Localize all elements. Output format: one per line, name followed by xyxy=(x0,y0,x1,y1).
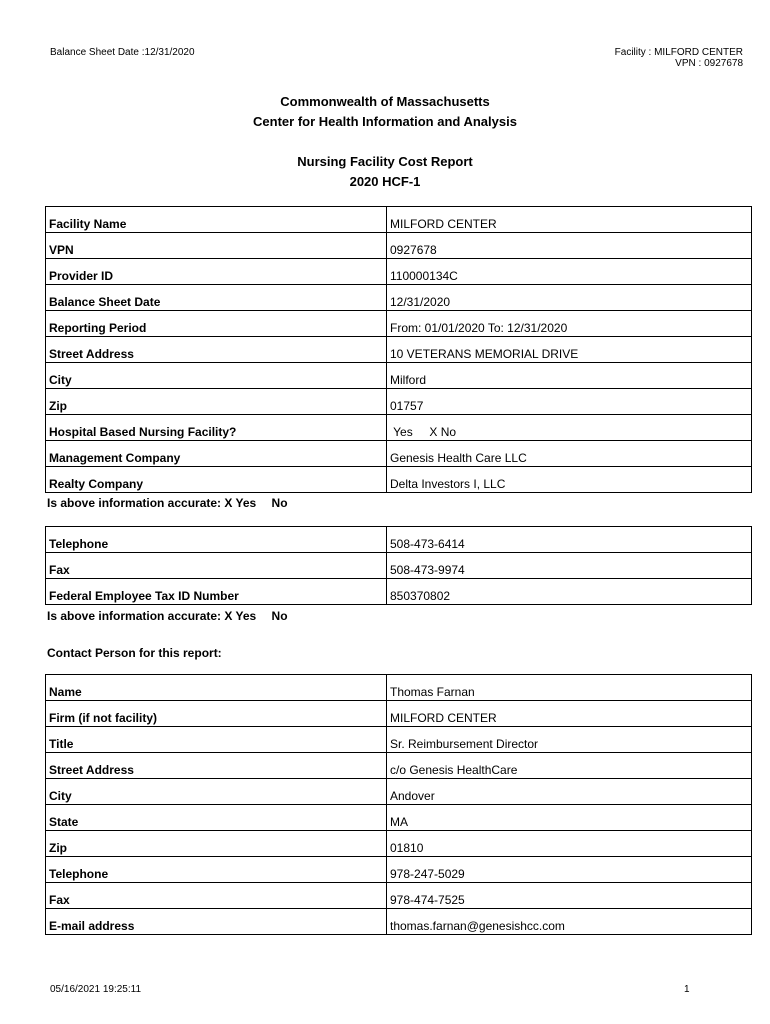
title-line-2: Center for Health Information and Analysis xyxy=(253,114,517,129)
field-value: 10 VETERANS MEMORIAL DRIVE xyxy=(387,337,752,363)
field-label: Realty Company xyxy=(46,467,387,493)
field-value: Delta Investors I, LLC xyxy=(387,467,752,493)
table-row xyxy=(46,857,752,883)
field-value: From: 01/01/2020 To: 12/31/2020 xyxy=(387,311,752,337)
facility-info-table xyxy=(45,206,752,493)
header-balance-sheet-date: Balance Sheet Date :12/31/2020 xyxy=(50,47,195,58)
field-label: Provider ID xyxy=(46,259,387,285)
header-vpn: VPN : 0927678 xyxy=(675,58,743,69)
field-value: Thomas Farnan xyxy=(387,675,752,701)
field-label: Reporting Period xyxy=(46,311,387,337)
table-row xyxy=(46,805,752,831)
title-line-1: Commonwealth of Massachusetts xyxy=(280,94,490,109)
field-label: Telephone xyxy=(46,857,387,883)
table-row xyxy=(46,753,752,779)
table-row xyxy=(46,553,752,579)
field-label: VPN xyxy=(46,233,387,259)
field-value: 01757 xyxy=(387,389,752,415)
table-row xyxy=(46,207,752,233)
field-value: MILFORD CENTER xyxy=(387,701,752,727)
accuracy-note-no: No xyxy=(271,609,288,623)
accuracy-note-text: Is above information accurate: X Yes xyxy=(47,609,257,623)
field-label: Title xyxy=(46,727,387,753)
field-value: 850370802 xyxy=(387,579,752,605)
accuracy-note-text: Is above information accurate: X Yes xyxy=(47,496,257,510)
table-row xyxy=(46,579,752,605)
title-line-3: Nursing Facility Cost Report xyxy=(297,154,473,169)
field-value: 12/31/2020 xyxy=(387,285,752,311)
field-label: Zip xyxy=(46,389,387,415)
footer-page-number: 1 xyxy=(684,984,690,995)
field-label: Balance Sheet Date xyxy=(46,285,387,311)
field-label: Firm (if not facility) xyxy=(46,701,387,727)
footer-timestamp: 05/16/2021 19:25:11 xyxy=(50,984,142,995)
field-label: Fax xyxy=(46,553,387,579)
contact-heading: Contact Person for this report: xyxy=(47,646,222,660)
field-value: Yes X No xyxy=(387,415,752,441)
field-label: Facility Name xyxy=(46,207,387,233)
table-row xyxy=(46,337,752,363)
field-label: Federal Employee Tax ID Number xyxy=(46,579,387,605)
table-row xyxy=(46,415,752,441)
accuracy-note-2 xyxy=(47,609,288,623)
title-line-4: 2020 HCF-1 xyxy=(349,174,421,189)
field-value: Andover xyxy=(387,779,752,805)
field-value: MILFORD CENTER xyxy=(387,207,752,233)
contact-person-table xyxy=(45,674,752,935)
table-row xyxy=(46,441,752,467)
field-value: 978-474-7525 xyxy=(387,883,752,909)
table-row xyxy=(46,831,752,857)
accuracy-note-1 xyxy=(47,496,288,510)
field-value: MA xyxy=(387,805,752,831)
field-label: Management Company xyxy=(46,441,387,467)
table-row xyxy=(46,675,752,701)
table-row xyxy=(46,527,752,553)
field-label: Name xyxy=(46,675,387,701)
table-row xyxy=(46,909,752,935)
table-row xyxy=(46,363,752,389)
field-label: State xyxy=(46,805,387,831)
field-label: Street Address xyxy=(46,753,387,779)
field-value: Sr. Reimbursement Director xyxy=(387,727,752,753)
table-row xyxy=(46,389,752,415)
table-row xyxy=(46,727,752,753)
field-label: Street Address xyxy=(46,337,387,363)
field-value: 508-473-9974 xyxy=(387,553,752,579)
facility-contact-table xyxy=(45,526,752,605)
field-label: Fax xyxy=(46,883,387,909)
table-row xyxy=(46,467,752,493)
table-row xyxy=(46,779,752,805)
field-value: c/o Genesis HealthCare xyxy=(387,753,752,779)
field-value: 0927678 xyxy=(387,233,752,259)
table-row xyxy=(46,259,752,285)
field-label: City xyxy=(46,779,387,805)
field-value: Genesis Health Care LLC xyxy=(387,441,752,467)
field-value: 110000134C xyxy=(387,259,752,285)
field-label: E-mail address xyxy=(46,909,387,935)
field-label: Zip xyxy=(46,831,387,857)
field-value: 508-473-6414 xyxy=(387,527,752,553)
table-row xyxy=(46,285,752,311)
field-label: Telephone xyxy=(46,527,387,553)
table-row xyxy=(46,701,752,727)
accuracy-note-no: No xyxy=(271,496,288,510)
field-label: Hospital Based Nursing Facility? xyxy=(46,415,387,441)
field-label: City xyxy=(46,363,387,389)
field-value: thomas.farnan@genesishcc.com xyxy=(387,909,752,935)
field-value: 01810 xyxy=(387,831,752,857)
header-facility-info xyxy=(615,47,743,69)
header-facility: Facility : MILFORD CENTER xyxy=(614,47,743,58)
table-row xyxy=(46,233,752,259)
table-row xyxy=(46,883,752,909)
field-value: Milford xyxy=(387,363,752,389)
field-value: 978-247-5029 xyxy=(387,857,752,883)
table-row xyxy=(46,311,752,337)
